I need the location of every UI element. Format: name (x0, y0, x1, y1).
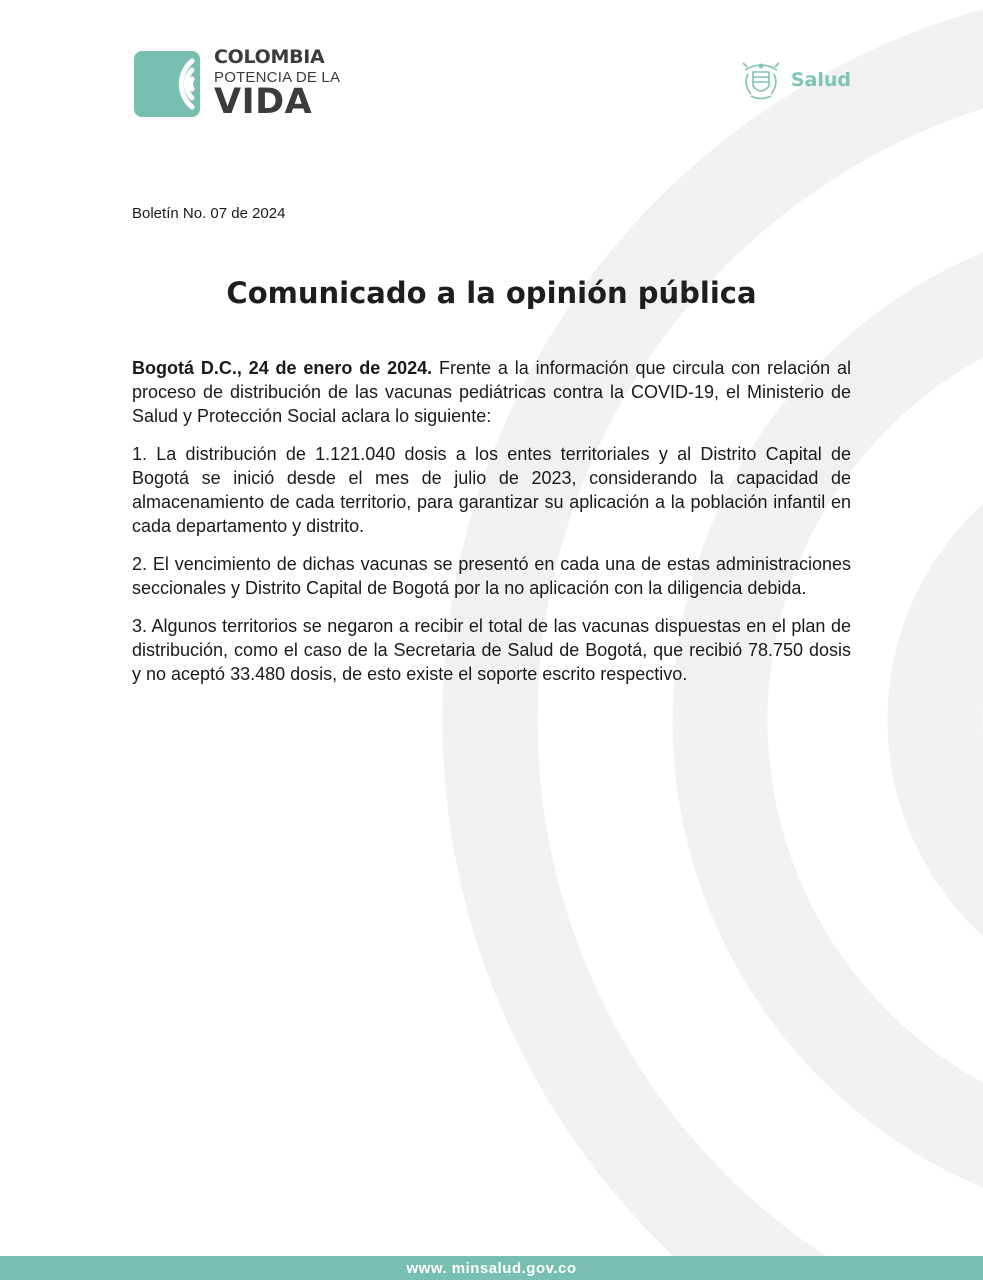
brand-wordmark (214, 48, 340, 120)
ministerio-salud-logo (739, 58, 851, 102)
brand-line2: POTENCIA DE LA (214, 69, 341, 86)
coat-of-arms-icon (739, 58, 783, 102)
bulletin-number: Boletín No. 07 de 2024 (132, 205, 286, 222)
brand-line1: COLOMBIA (214, 46, 325, 68)
footer-url: www. minsalud.gov.co (406, 1259, 577, 1277)
intro-text: Frente a la información que circula con relación al proceso de distribución de las vacunas pediátricas contra la COVID-19, el Ministerio de Salud y Protección Social aclara lo siguiente: (132, 358, 851, 426)
page-title: Comunicado a la opinión pública (226, 276, 757, 310)
colombia-wave-icon (134, 51, 200, 117)
intro-paragraph (132, 356, 851, 428)
intro-lead: Bogotá D.C., 24 de enero de 2024. (132, 358, 433, 378)
point-3: 3. Algunos territorios se negaron a recibir el total de las vacunas dispuestas en el plan de distribución, como el caso de la Secretaria de Salud de Bogotá, que recibió 78.750 dosis y no aceptó 33.480 dosis, de esto existe el soporte escrito respectivo. (132, 616, 851, 684)
colombia-potencia-vida-logo (134, 48, 340, 120)
brand-line3: VIDA (214, 82, 313, 122)
point-2: 2. El vencimiento de dichas vacunas se presentó en cada una de estas administraciones seccionales y Distrito Capital de Bogotá por la no aplicación con la diligencia debida. (132, 554, 851, 598)
point-1: 1. La distribución de 1.121.040 dosis a los entes territoriales y al Distrito Capital de Bogotá se inició desde el mes de julio de 2023, considerando la capacidad de almacenamiento de cada territorio, para garantizar su aplicación a la población infantil en cada departamento y distrito. (132, 444, 851, 536)
footer-bar (0, 1256, 983, 1280)
document-body (132, 356, 851, 700)
ministry-label: Salud (790, 69, 851, 91)
